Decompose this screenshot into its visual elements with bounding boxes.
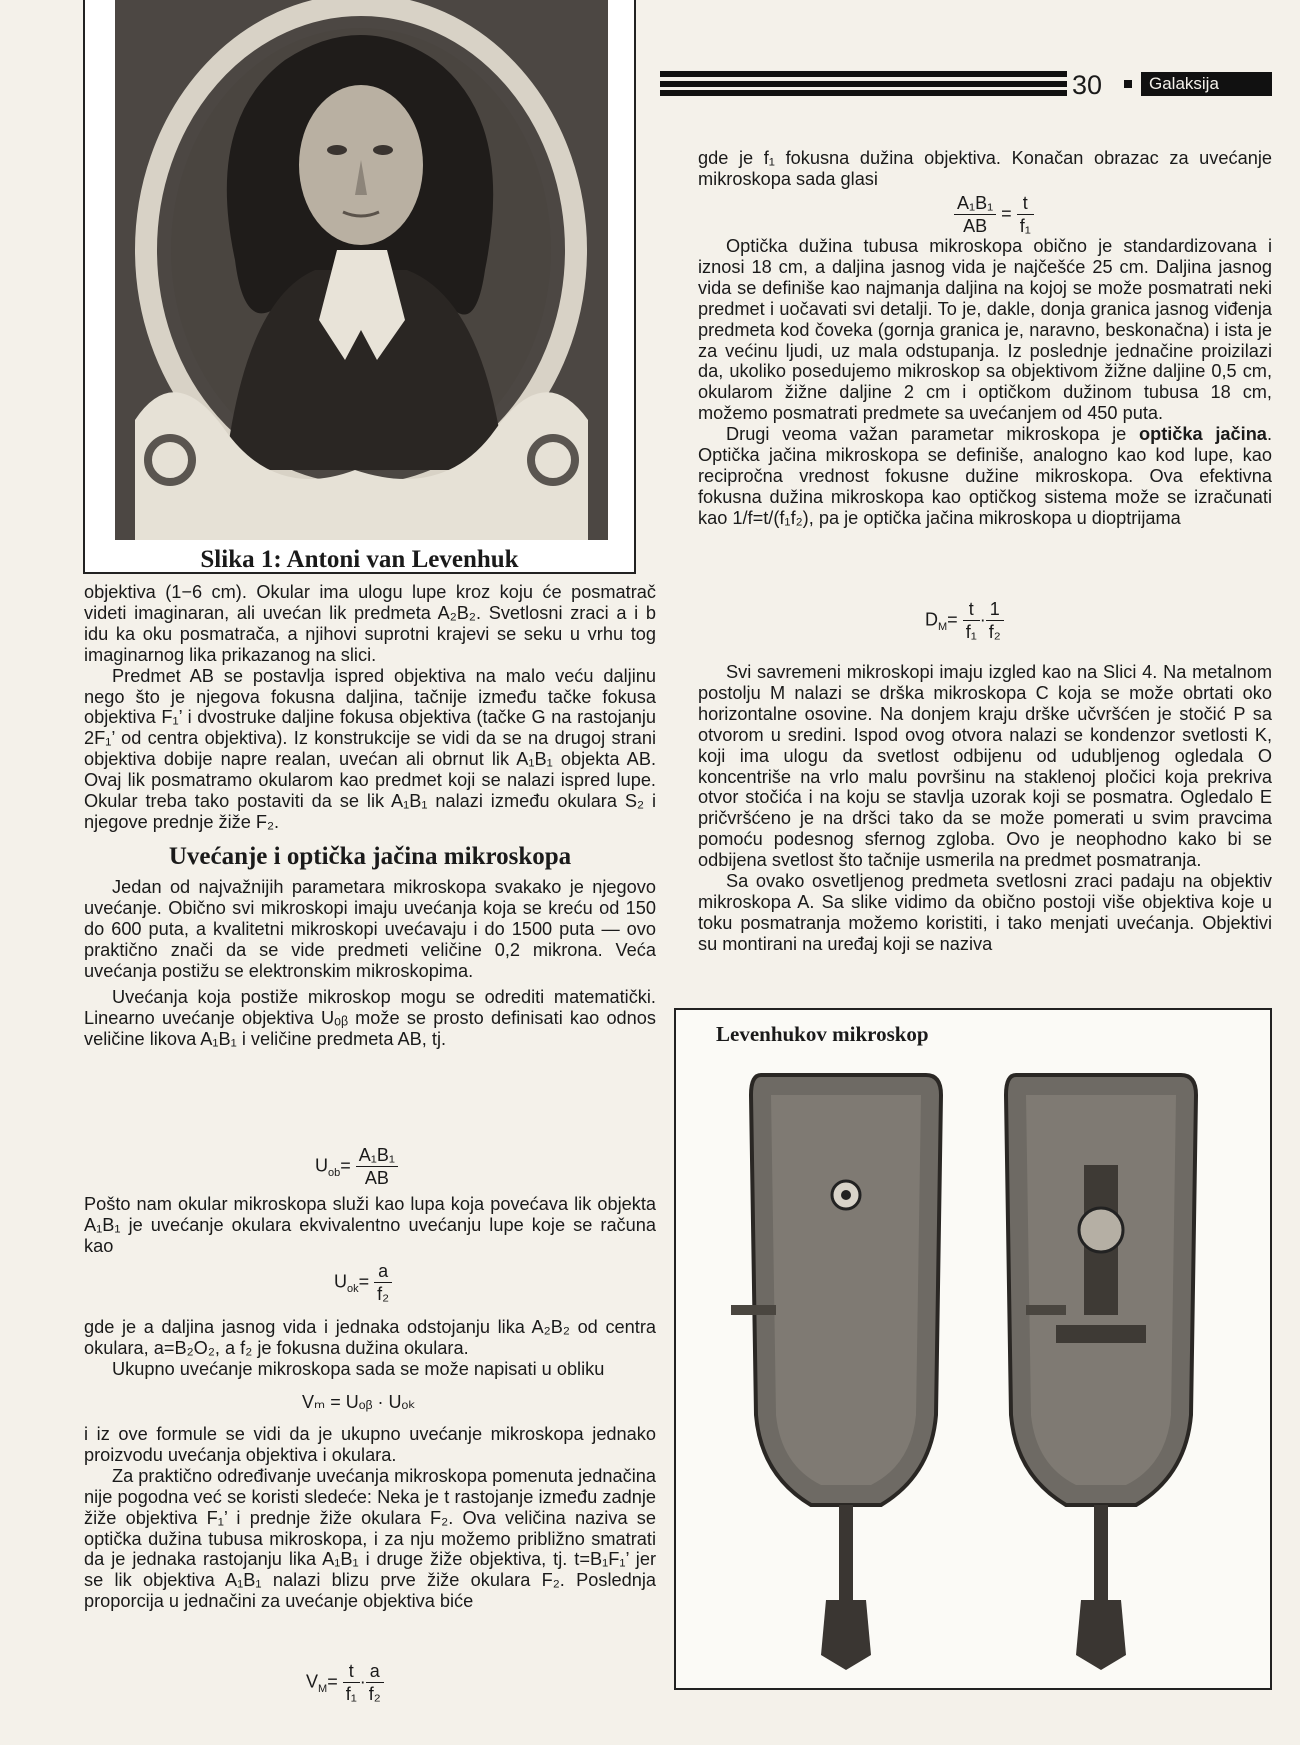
formula-denominator: f₁	[1019, 216, 1031, 236]
formula-numerator: A₁B₁	[356, 1144, 398, 1167]
section-tag: Galaksija	[1141, 72, 1272, 96]
paragraph	[698, 424, 1272, 529]
page-number: 30	[1072, 70, 1103, 100]
formula-objective-magnification: $U_{ob}=$ $\frac{\text{A₁B₁}}{AB}$	[315, 1144, 398, 1189]
left-column	[84, 582, 656, 1050]
paragraph: Svi savremeni mikroskopi imaju izgled kao na Slici 4. Na metalnom postolju M nalazi se drška mikroskopa C koja se može obrtati oko horizontalne osovine. Na donjem kraju drške učvršćen je stočić P sa otvorom u sredini. Ispod ovog otvora nalazi se kondenzor svetlosti K, koji ima ulogu da svetlost odbijenu od udubljenog ogledala O koncentriše na vrlo malu površinu na staklenoj pločici koja prekriva otvor stočića i na koju se stavlja uzorak koji se posmatra. Ogledalo E pričvršćeno je na dršci tako da se može pomerati u svim pravcima pomoću podesnog sfernog zgloba. Ovo je neophodno kako bi se odbijena svetlost što tačnije usmerila na predmet posmatranja.	[698, 662, 1272, 871]
text-run: . Optička jačina mikroskopa se definiše, analogno kao kod lupe, kao recipročna vrednost fokusne dužine mikroskopa. Ova efektivna fokusna dužina mikroskopa kao optičkog sistema može se izračunati kao 1/f=t/(f₁f₂), pa je optička jačina mikroskopa u dioptrijama	[698, 424, 1272, 528]
microscope-figure	[674, 1008, 1272, 1690]
figure-title: Levenhukov mikroskop	[716, 1022, 929, 1046]
paragraph: gde je a daljina jasnog vida i jednaka odstojanju lika A₂B₂ od centra okulara, a=B₂O₂, a f₂ je fokusna dužina okulara.	[84, 1317, 656, 1358]
portrait-figure	[83, 0, 636, 574]
formula-denominator: f₁	[965, 622, 977, 642]
formula-ocular-magnification: $U_{ok}=$ $\frac{a}{\text{f₂}}$	[334, 1260, 392, 1305]
left-column-4	[84, 1424, 656, 1612]
paragraph: gde je f₁ fokusna dužina objektiva. Konačan obrazac za uvećanje mikroskopa sada glasi	[698, 148, 1272, 189]
formula-denominator: f₁	[345, 1684, 357, 1704]
paragraph: Predmet AB se postavlja ispred objektiva na malo veću daljinu nego što je njegova fokusna daljina, tačnije između tačke fokusa objektiva F₁’ i dvostruke daljine fokusa objektiva (tačke G na rastojanju 2F₁’ od centra objektiva). Iz konstrukcije se vidi da se na drugoj strani objektiva dobije napre realan, uvećan ali obrnut lik A₁B₁ objekta AB. Ovaj lik posmatramo okularom kao predmet koji se nalazi ispred lupe. Okular treba tako postaviti da se lik A₁B₁ nalazi između okulara S₂ i njegove prednje žiže F₂.	[84, 665, 656, 832]
formula-denominator: f₂	[377, 1284, 390, 1304]
paragraph: objektiva (1−6 cm). Okular ima ulogu lupe kroz koju će posmatrač videti imaginaran, ali uvećan lik predmeta A₂B₂. Svetlosni zraci a i b idu ka oku posmatrača, a njihovi suprotni krajevi se seku u vrhu tog imaginarnog lika prikazanog na slici.	[84, 582, 656, 665]
paragraph: Pošto nam okular mikroskopa služi kao lupa koja povećava lik objekta A₁B₁ je uvećanje okulara ekvivalentno uvećanju lupe koje se računa kao	[84, 1194, 656, 1256]
right-column-2	[698, 236, 1272, 529]
formula-subscript: ok	[347, 1282, 359, 1295]
formula-symbol: D	[925, 609, 938, 630]
formula-numerator: a	[366, 1660, 384, 1683]
formula-denominator: f₂	[988, 622, 1001, 642]
formula-subscript: M	[938, 620, 948, 633]
formula-denominator: f₂	[368, 1684, 381, 1704]
paragraph: Optička dužina tubusa mikroskopa obično je standardizovana i iznosi 18 cm, a daljina jasnog vida je najčešće 25 cm. Daljina jasnog vida se definiše kao najmanja daljina na kojoj se može posmatrati neki predmet i uočavati svi detalji. To je, dakle, donja granica jasnog viđenja predmeta kod čoveka (gornja granica je, naravno, beskonačna) i ista je za većinu ljudi, uz mala odstupanja. Iz poslednje jednačine proizilazi da, ukoliko posedujemo mikroskop sa objektivom žižne daljine 0,5 cm, okularom žižne daljine 2 cm i optičkom dužinom tubusa 18 cm, možemo posmatrati predmete sa uvećanjem od 450 puta.	[698, 236, 1272, 424]
microscope-back-image	[986, 1055, 1216, 1675]
formula-numerator: A₁B₁	[954, 192, 996, 215]
formula-subscript: M	[318, 1682, 328, 1695]
portrait-image	[115, 0, 608, 540]
formula-total-magnification: Vₘ = Uₒᵦ · Uₒₖ	[302, 1392, 416, 1412]
right-column-3	[698, 662, 1272, 955]
formula-numerator: t	[963, 598, 980, 621]
paragraph: Ukupno uvećanje mikroskopa sada se može napisati u obliku	[112, 1358, 605, 1379]
formula-symbol: V	[306, 1671, 319, 1692]
paragraph: Jedan od najvažnijih parametara mikroskopa svakako je njegovo uvećanje. Obično svi mikroskopi imaju uvećanja koja se kreću od 150 do 600 puta, a kvalitetni mikroskopi uvećavaju i do 1500 puta — ovo praktično znači da se vide predmeti veličine 0,2 mikrona. Veća uvećanja postižu se elektronskim mikroskopima.	[84, 876, 656, 981]
formula-numerator: 1	[986, 598, 1004, 621]
paragraph: Za praktično određivanje uvećanja mikroskopa pomenuta jednačina nije pogodna već se koristi sledeće: Neka je t rastojanje između zadnje žiže objektiva F₁’ i prednje žiže okulara F₂. Ova veličina naziva se optička dužina tubusa mikroskopa, i za nju možemo približno smatrati da je jednaka rastojanju lika A₁B₁ i druge žiže objektiva, tj. t=B₁F₁’ jer se lik objektiva A₁B₁ nalazi blizu prve žiže okulara F₂. Poslednja proporcija u jednačini za uvećanje objektiva biće	[84, 1465, 656, 1612]
formula-numerator: t	[1017, 192, 1034, 215]
formula-denominator: AB	[963, 216, 988, 236]
paragraph: i iz ove formule se vidi da je ukupno uvećanje mikroskopa jednako proizvodu uvećanja objektiva i okulara.	[84, 1424, 656, 1465]
right-column	[698, 148, 1272, 190]
formula-symbol: U	[334, 1271, 347, 1292]
figure-caption: Slika 1: Antoni van Levenhuk	[200, 546, 519, 573]
formula-optical-power: $D_M=$ $\frac{t}{\text{f₁}}$ · $\frac{1}{\text{f₂}}$	[925, 598, 1004, 643]
formula-subscript: ob	[328, 1166, 341, 1179]
text-run: Drugi veoma važan parametar mikroskopa je	[726, 424, 1139, 445]
paragraph: Sa ovako osvetljenog predmeta svetlosni zraci padaju na objektiv mikroskopa A. Sa slike vidimo da obično postoji više objektiva koje u toku posmatranja možemo koristiti, i tako menjati uvećanja. Objektivi su montirani na uređaj koji se naziva	[698, 871, 1272, 954]
text-run-bold: optička jačina	[1138, 424, 1267, 445]
formula-vm: $V_M=$ $\frac{t}{\text{f₁}}$ · $\frac{a}{\text{f₂}}$	[306, 1660, 384, 1705]
section-heading: Uvećanje i optička jačina mikroskopa	[168, 842, 572, 870]
header-rule	[660, 71, 1067, 96]
left-column-2	[84, 1194, 656, 1257]
formula-denominator: AB	[364, 1168, 389, 1188]
left-column-3	[84, 1317, 656, 1380]
paragraph: Uvećanja koja postiže mikroskop mogu se odrediti matematički. Linearno uvećanje objektiva Uₒᵦ može se prosto definisati kao odnos veličine likova A₁B₁ i veličine predmeta AB, tj.	[84, 987, 656, 1050]
microscope-front-image	[731, 1055, 961, 1675]
formula-symbol: U	[315, 1155, 328, 1176]
header-bullet-icon	[1124, 80, 1132, 88]
formula-numerator: a	[374, 1260, 392, 1283]
formula-numerator: t	[343, 1660, 360, 1683]
formula-final: $\frac{\text{A₁B₁}}{AB}$ = $\frac{t}{\text{f₁}}$	[954, 192, 1034, 237]
